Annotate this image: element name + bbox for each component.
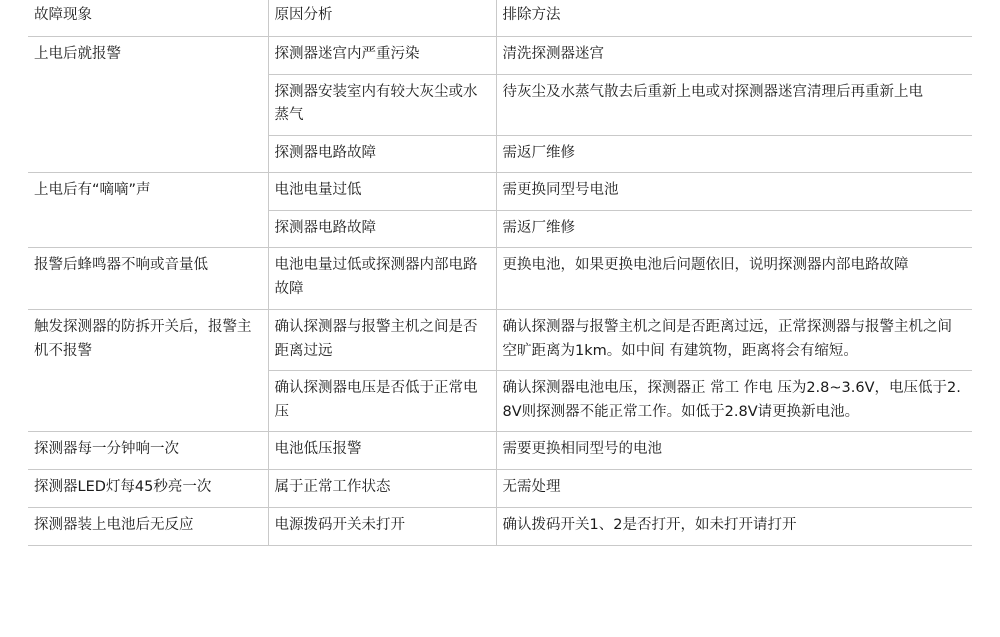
symptom-cell: 上电后就报警	[28, 37, 268, 173]
table-header-row	[28, 0, 972, 37]
table-row	[28, 310, 972, 371]
fix-cell: 确认探测器电池电压，探测器正 常工 作电 压为2.8~3.6V，电压低于2.8V则探测器不能正常工作。如低于2.8V请更换新电池。	[496, 371, 972, 432]
symptom-cell: 上电后有“嘀嘀”声	[28, 173, 268, 248]
table-row	[28, 508, 972, 545]
table-row	[28, 173, 972, 210]
cause-cell: 电池低压报警	[268, 432, 496, 469]
table-row	[28, 432, 972, 469]
fix-cell: 确认探测器与报警主机之间是否距离过远，正常探测器与报警主机之间空旷距离为1km。如中间 有建筑物，距离将会有缩短。	[496, 310, 972, 371]
table-row	[28, 248, 972, 310]
fix-cell: 待灰尘及水蒸气散去后重新上电或对探测器迷宫清理后再重新上电	[496, 74, 972, 135]
troubleshooting-table	[28, 0, 972, 546]
column-header-symptom	[28, 0, 268, 37]
cause-cell: 探测器电路故障	[268, 210, 496, 247]
fix-cell: 无需处理	[496, 469, 972, 507]
cause-cell: 确认探测器与报警主机之间是否距离过远	[268, 310, 496, 371]
symptom-cell: 探测器每一分钟响一次	[28, 432, 268, 469]
fix-cell: 更换电池，如果更换电池后问题依旧，说明探测器内部电路故障	[496, 248, 972, 310]
cause-cell: 确认探测器电压是否低于正常电压	[268, 371, 496, 432]
table-body	[28, 37, 972, 545]
cause-cell: 电池电量过低	[268, 173, 496, 210]
column-header-fix-label: 排除方法	[502, 7, 561, 23]
cause-cell: 探测器电路故障	[268, 135, 496, 172]
column-header-fix	[496, 0, 972, 37]
symptom-cell: 探测器装上电池后无反应	[28, 508, 268, 545]
table-row	[28, 469, 972, 507]
table-row	[28, 37, 972, 74]
fix-cell: 确认拨码开关1、2是否打开，如未打开请打开	[496, 508, 972, 545]
cause-cell: 探测器迷宫内严重污染	[268, 37, 496, 74]
fix-cell: 需要更换相同型号的电池	[496, 432, 972, 469]
fix-cell: 需返厂维修	[496, 135, 972, 172]
cause-cell: 探测器安装室内有较大灰尘或水蒸气	[268, 74, 496, 135]
cause-cell: 电源拨码开关未打开	[268, 508, 496, 545]
column-header-cause-label: 原因分析	[274, 7, 333, 23]
symptom-cell: 探测器LED灯每45秒亮一次	[28, 469, 268, 507]
symptom-cell: 触发探测器的防拆开关后，报警主机不报警	[28, 310, 268, 432]
column-header-cause	[268, 0, 496, 37]
fix-cell: 需返厂维修	[496, 210, 972, 247]
fix-cell: 清洗探测器迷宫	[496, 37, 972, 74]
table-header	[28, 0, 972, 37]
symptom-cell: 报警后蜂鸣器不响或音量低	[28, 248, 268, 310]
fix-cell: 需更换同型号电池	[496, 173, 972, 210]
column-header-symptom-label: 故障现象	[34, 7, 92, 23]
cause-cell: 电池电量过低或探测器内部电路故障	[268, 248, 496, 310]
cause-cell: 属于正常工作状态	[268, 469, 496, 507]
